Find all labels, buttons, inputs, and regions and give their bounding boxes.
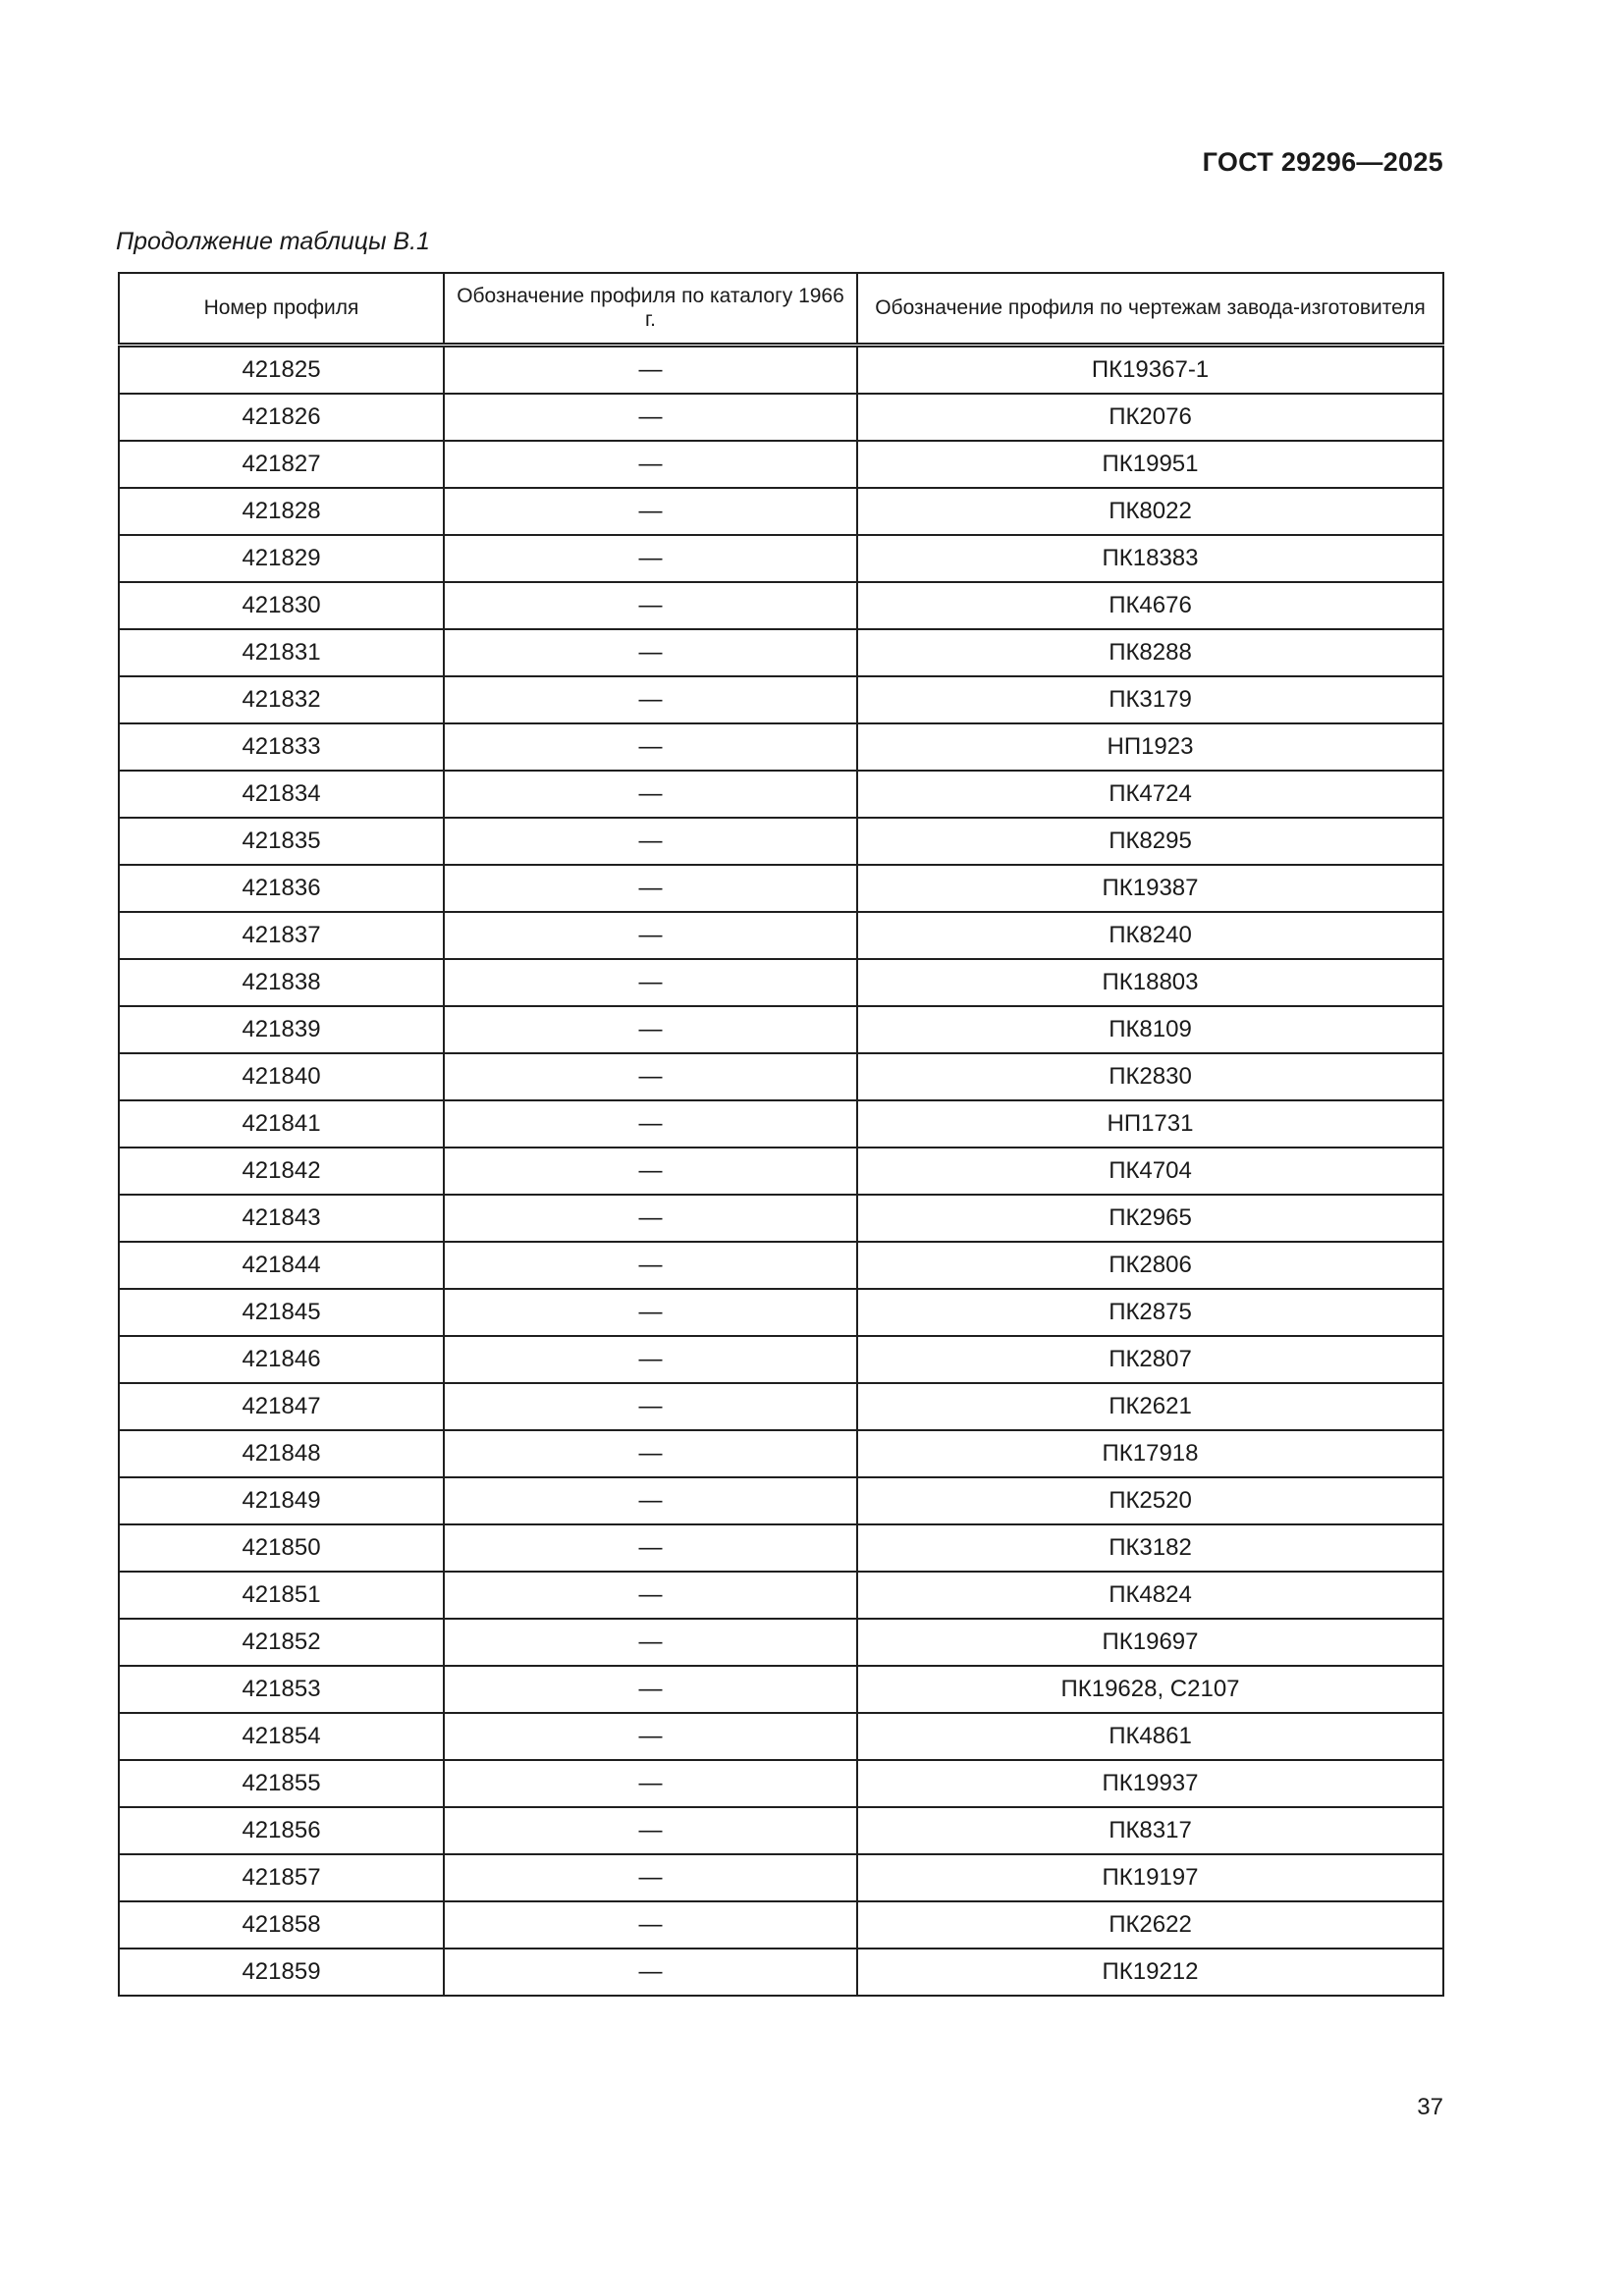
catalog-designation-cell: — [444, 1619, 857, 1666]
table-row [119, 441, 1443, 488]
manufacturer-designation-cell: ПК8295 [857, 818, 1443, 865]
manufacturer-designation-cell: ПК2621 [857, 1383, 1443, 1430]
catalog-designation-cell: — [444, 1289, 857, 1336]
profile-number-cell: 421826 [119, 394, 444, 441]
profile-number-cell: 421835 [119, 818, 444, 865]
table-row [119, 771, 1443, 818]
manufacturer-designation-cell: ПК17918 [857, 1430, 1443, 1477]
manufacturer-designation-cell: ПК2875 [857, 1289, 1443, 1336]
manufacturer-designation-cell: ПК4824 [857, 1572, 1443, 1619]
catalog-designation-cell: — [444, 959, 857, 1006]
manufacturer-designation-cell: ПК19697 [857, 1619, 1443, 1666]
profile-number-cell: 421832 [119, 676, 444, 723]
manufacturer-designation-cell: ПК3179 [857, 676, 1443, 723]
catalog-designation-cell: — [444, 1713, 857, 1760]
catalog-designation-cell: — [444, 1336, 857, 1383]
table-row [119, 676, 1443, 723]
table-row [119, 1289, 1443, 1336]
table-row [119, 865, 1443, 912]
manufacturer-designation-cell: ПК8022 [857, 488, 1443, 535]
catalog-designation-cell: — [444, 1477, 857, 1524]
manufacturer-designation-cell: ПК19212 [857, 1949, 1443, 1996]
profile-number-cell: 421848 [119, 1430, 444, 1477]
profile-number-cell: 421839 [119, 1006, 444, 1053]
table-row [119, 1430, 1443, 1477]
table-row [119, 1619, 1443, 1666]
manufacturer-designation-cell: НП1731 [857, 1100, 1443, 1148]
catalog-designation-cell: — [444, 1666, 857, 1713]
profile-number-cell: 421849 [119, 1477, 444, 1524]
page-number: 37 [1417, 2094, 1443, 2120]
table-row [119, 1006, 1443, 1053]
manufacturer-designation-cell: ПК4704 [857, 1148, 1443, 1195]
table-row [119, 535, 1443, 582]
table-row [119, 1666, 1443, 1713]
header-profile-number: Номер профиля [119, 273, 444, 346]
header-catalog-1966-designation: Обозначение профиля по каталогу 1966 г. [444, 273, 857, 346]
manufacturer-designation-cell: ПК19937 [857, 1760, 1443, 1807]
catalog-designation-cell: — [444, 441, 857, 488]
table-row [119, 1949, 1443, 1996]
table-row [119, 1807, 1443, 1854]
profile-number-cell: 421855 [119, 1760, 444, 1807]
catalog-designation-cell: — [444, 912, 857, 959]
table-row [119, 394, 1443, 441]
catalog-designation-cell: — [444, 1383, 857, 1430]
catalog-designation-cell: — [444, 1901, 857, 1949]
manufacturer-designation-cell: ПК19387 [857, 865, 1443, 912]
table-row [119, 959, 1443, 1006]
profile-number-cell: 421852 [119, 1619, 444, 1666]
table-row [119, 818, 1443, 865]
catalog-designation-cell: — [444, 1006, 857, 1053]
profile-number-cell: 421837 [119, 912, 444, 959]
profile-table [118, 272, 1444, 1997]
profile-number-cell: 421828 [119, 488, 444, 535]
catalog-designation-cell: — [444, 723, 857, 771]
standard-designation: ГОСТ 29296—2025 [1202, 147, 1443, 177]
profile-number-cell: 421844 [119, 1242, 444, 1289]
table-row [119, 1100, 1443, 1148]
manufacturer-designation-cell: ПК2520 [857, 1477, 1443, 1524]
table-row [119, 1854, 1443, 1901]
manufacturer-designation-cell: ПК8109 [857, 1006, 1443, 1053]
profile-number-cell: 421851 [119, 1572, 444, 1619]
table-row [119, 629, 1443, 676]
catalog-designation-cell: — [444, 1148, 857, 1195]
catalog-designation-cell: — [444, 1760, 857, 1807]
catalog-designation-cell: — [444, 629, 857, 676]
catalog-designation-cell: — [444, 1195, 857, 1242]
manufacturer-designation-cell: НП1923 [857, 723, 1443, 771]
profile-number-cell: 421840 [119, 1053, 444, 1100]
profile-number-cell: 421850 [119, 1524, 444, 1572]
manufacturer-designation-cell: ПК8240 [857, 912, 1443, 959]
table-body [119, 346, 1443, 1997]
catalog-designation-cell: — [444, 1524, 857, 1572]
table-row [119, 1053, 1443, 1100]
table-row [119, 1524, 1443, 1572]
table-row [119, 1195, 1443, 1242]
profile-number-cell: 421834 [119, 771, 444, 818]
table-row [119, 1713, 1443, 1760]
table-row [119, 1242, 1443, 1289]
profile-number-cell: 421825 [119, 346, 444, 395]
catalog-designation-cell: — [444, 818, 857, 865]
profile-number-cell: 421829 [119, 535, 444, 582]
profile-number-cell: 421836 [119, 865, 444, 912]
table-row [119, 1760, 1443, 1807]
manufacturer-designation-cell: ПК19951 [857, 441, 1443, 488]
table-row [119, 1572, 1443, 1619]
profile-number-cell: 421831 [119, 629, 444, 676]
table-row [119, 1336, 1443, 1383]
manufacturer-designation-cell: ПК2622 [857, 1901, 1443, 1949]
catalog-designation-cell: — [444, 1242, 857, 1289]
manufacturer-designation-cell: ПК19367-1 [857, 346, 1443, 395]
profile-number-cell: 421857 [119, 1854, 444, 1901]
table-row [119, 488, 1443, 535]
profile-number-cell: 421853 [119, 1666, 444, 1713]
catalog-designation-cell: — [444, 676, 857, 723]
table-row [119, 1383, 1443, 1430]
catalog-designation-cell: — [444, 1949, 857, 1996]
manufacturer-designation-cell: ПК4724 [857, 771, 1443, 818]
table-row [119, 346, 1443, 395]
manufacturer-designation-cell: ПК18383 [857, 535, 1443, 582]
manufacturer-designation-cell: ПК2807 [857, 1336, 1443, 1383]
manufacturer-designation-cell: ПК19628, С2107 [857, 1666, 1443, 1713]
manufacturer-designation-cell: ПК2806 [857, 1242, 1443, 1289]
profile-number-cell: 421858 [119, 1901, 444, 1949]
catalog-designation-cell: — [444, 865, 857, 912]
table-row [119, 582, 1443, 629]
manufacturer-designation-cell: ПК3182 [857, 1524, 1443, 1572]
catalog-designation-cell: — [444, 1430, 857, 1477]
manufacturer-designation-cell: ПК8317 [857, 1807, 1443, 1854]
catalog-designation-cell: — [444, 1053, 857, 1100]
catalog-designation-cell: — [444, 771, 857, 818]
profile-number-cell: 421842 [119, 1148, 444, 1195]
table-caption: Продолжение таблицы В.1 [116, 228, 430, 255]
catalog-designation-cell: — [444, 1100, 857, 1148]
manufacturer-designation-cell: ПК18803 [857, 959, 1443, 1006]
profile-number-cell: 421847 [119, 1383, 444, 1430]
manufacturer-designation-cell: ПК8288 [857, 629, 1443, 676]
profile-number-cell: 421838 [119, 959, 444, 1006]
manufacturer-designation-cell: ПК2965 [857, 1195, 1443, 1242]
manufacturer-designation-cell: ПК4676 [857, 582, 1443, 629]
profile-number-cell: 421843 [119, 1195, 444, 1242]
profile-number-cell: 421859 [119, 1949, 444, 1996]
header-manufacturer-designation: Обозначение профиля по чертежам завода-изготовителя [857, 273, 1443, 346]
catalog-designation-cell: — [444, 488, 857, 535]
table-header-row [119, 273, 1443, 346]
manufacturer-designation-cell: ПК2076 [857, 394, 1443, 441]
profile-number-cell: 421856 [119, 1807, 444, 1854]
catalog-designation-cell: — [444, 346, 857, 395]
table-row [119, 912, 1443, 959]
table-row [119, 1477, 1443, 1524]
manufacturer-designation-cell: ПК4861 [857, 1713, 1443, 1760]
profile-number-cell: 421854 [119, 1713, 444, 1760]
table-row [119, 723, 1443, 771]
profile-number-cell: 421827 [119, 441, 444, 488]
table-row [119, 1148, 1443, 1195]
table-row [119, 1901, 1443, 1949]
profile-number-cell: 421833 [119, 723, 444, 771]
catalog-designation-cell: — [444, 1572, 857, 1619]
profile-number-cell: 421830 [119, 582, 444, 629]
profile-number-cell: 421841 [119, 1100, 444, 1148]
catalog-designation-cell: — [444, 1854, 857, 1901]
profile-number-cell: 421846 [119, 1336, 444, 1383]
catalog-designation-cell: — [444, 535, 857, 582]
manufacturer-designation-cell: ПК19197 [857, 1854, 1443, 1901]
profile-number-cell: 421845 [119, 1289, 444, 1336]
manufacturer-designation-cell: ПК2830 [857, 1053, 1443, 1100]
catalog-designation-cell: — [444, 582, 857, 629]
catalog-designation-cell: — [444, 1807, 857, 1854]
catalog-designation-cell: — [444, 394, 857, 441]
